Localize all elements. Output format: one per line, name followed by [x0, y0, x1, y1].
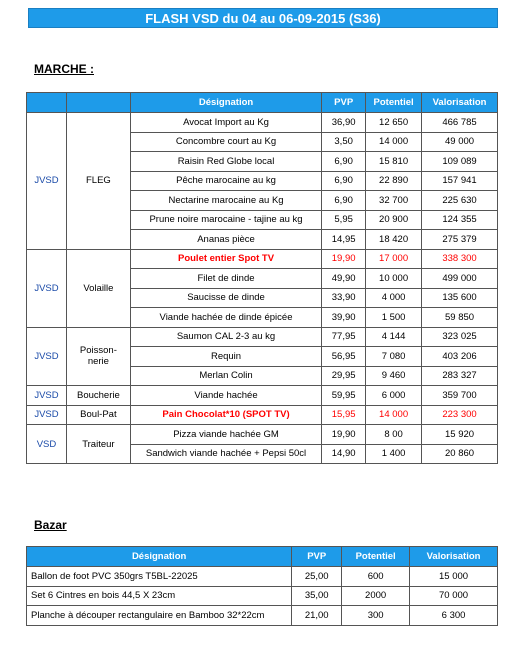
designation-cell: Pain Chocolat*10 (SPOT TV): [130, 405, 321, 425]
pvp-cell: 6,90: [322, 152, 366, 172]
valorisation-cell: 49 000: [422, 132, 498, 152]
valorisation-cell: 59 850: [422, 308, 498, 328]
bazar-table: [26, 546, 498, 626]
store-cell: JVSD: [27, 113, 67, 250]
designation-cell: Nectarine marocaine au Kg: [130, 191, 321, 211]
pvp-cell: 39,90: [322, 308, 366, 328]
potentiel-cell: 6 000: [366, 386, 422, 406]
page-title: FLASH VSD du 04 au 06-09-2015 (S36): [28, 8, 498, 28]
designation-cell: Ballon de foot PVC 350grs T5BL-22025: [27, 567, 292, 587]
pvp-cell: 56,95: [322, 347, 366, 367]
pvp-cell: 35,00: [292, 586, 342, 606]
potentiel-cell: 4 000: [366, 288, 422, 308]
designation-cell: Concombre court au Kg: [130, 132, 321, 152]
potentiel-cell: 2000: [342, 586, 410, 606]
potentiel-cell: 300: [342, 606, 410, 626]
marche-heading: MARCHE :: [34, 62, 94, 76]
marche-header-row: [27, 93, 498, 113]
table-row: [27, 567, 498, 587]
designation-cell: Viande hachée de dinde épicée: [130, 308, 321, 328]
potentiel-cell: 9 460: [366, 366, 422, 386]
potentiel-cell: 15 810: [366, 152, 422, 172]
designation-cell: Avocat Import au Kg: [130, 113, 321, 133]
potentiel-cell: 14 000: [366, 405, 422, 425]
pvp-cell: 6,90: [322, 171, 366, 191]
valorisation-cell: 124 355: [422, 210, 498, 230]
store-cell: JVSD: [27, 405, 67, 425]
table-row: [27, 113, 498, 133]
designation-cell: Poulet entier Spot TV: [130, 249, 321, 269]
potentiel-cell: 12 650: [366, 113, 422, 133]
pvp-cell: 21,00: [292, 606, 342, 626]
designation-cell: Merlan Colin: [130, 366, 321, 386]
table-row: [27, 405, 498, 425]
valorisation-cell: 338 300: [422, 249, 498, 269]
table-row: [27, 249, 498, 269]
pvp-cell: 19,90: [322, 425, 366, 445]
store-cell: JVSD: [27, 327, 67, 386]
category-cell: Poisson- nerie: [66, 327, 130, 386]
header-designation: Désignation: [27, 547, 292, 567]
valorisation-cell: 466 785: [422, 113, 498, 133]
pvp-cell: 33,90: [322, 288, 366, 308]
valorisation-cell: 275 379: [422, 230, 498, 250]
potentiel-cell: 14 000: [366, 132, 422, 152]
header-valorisation: Valorisation: [422, 93, 498, 113]
marche-body: [27, 113, 498, 464]
pvp-cell: 5,95: [322, 210, 366, 230]
potentiel-cell: 10 000: [366, 269, 422, 289]
category-cell: Volaille: [66, 249, 130, 327]
valorisation-cell: 223 300: [422, 405, 498, 425]
header-blank: [27, 93, 67, 113]
valorisation-cell: 6 300: [410, 606, 498, 626]
table-row: [27, 425, 498, 445]
designation-cell: Requin: [130, 347, 321, 367]
designation-cell: Ananas pièce: [130, 230, 321, 250]
designation-cell: Set 6 Cintres en bois 44,5 X 23cm: [27, 586, 292, 606]
category-cell: Traiteur: [66, 425, 130, 464]
valorisation-cell: 499 000: [422, 269, 498, 289]
pvp-cell: 36,90: [322, 113, 366, 133]
pvp-cell: 29,95: [322, 366, 366, 386]
pvp-cell: 19,90: [322, 249, 366, 269]
valorisation-cell: 403 206: [422, 347, 498, 367]
potentiel-cell: 600: [342, 567, 410, 587]
table-row: [27, 606, 498, 626]
pvp-cell: 14,95: [322, 230, 366, 250]
valorisation-cell: 225 630: [422, 191, 498, 211]
potentiel-cell: 4 144: [366, 327, 422, 347]
valorisation-cell: 15 920: [422, 425, 498, 445]
category-cell: Boucherie: [66, 386, 130, 406]
potentiel-cell: 20 900: [366, 210, 422, 230]
designation-cell: Filet de dinde: [130, 269, 321, 289]
potentiel-cell: 1 500: [366, 308, 422, 328]
valorisation-cell: 15 000: [410, 567, 498, 587]
potentiel-cell: 8 00: [366, 425, 422, 445]
potentiel-cell: 18 420: [366, 230, 422, 250]
designation-cell: Saumon CAL 2-3 au kg: [130, 327, 321, 347]
pvp-cell: 14,90: [322, 444, 366, 464]
pvp-cell: 25,00: [292, 567, 342, 587]
store-cell: VSD: [27, 425, 67, 464]
designation-cell: Prune noire marocaine - tajine au kg: [130, 210, 321, 230]
potentiel-cell: 7 080: [366, 347, 422, 367]
header-designation: Désignation: [130, 93, 321, 113]
bazar-body: [27, 567, 498, 626]
bazar-header-row: [27, 547, 498, 567]
valorisation-cell: 70 000: [410, 586, 498, 606]
designation-cell: Saucisse de dinde: [130, 288, 321, 308]
potentiel-cell: 22 890: [366, 171, 422, 191]
header-pvp: PVP: [322, 93, 366, 113]
valorisation-cell: 157 941: [422, 171, 498, 191]
potentiel-cell: 32 700: [366, 191, 422, 211]
pvp-cell: 49,90: [322, 269, 366, 289]
valorisation-cell: 359 700: [422, 386, 498, 406]
pvp-cell: 59,95: [322, 386, 366, 406]
table-row: [27, 586, 498, 606]
header-potentiel: Potentiel: [366, 93, 422, 113]
designation-cell: Raisin Red Globe local: [130, 152, 321, 172]
store-cell: JVSD: [27, 386, 67, 406]
header-potentiel: Potentiel: [342, 547, 410, 567]
table-row: [27, 327, 498, 347]
category-cell: FLEG: [66, 113, 130, 250]
pvp-cell: 77,95: [322, 327, 366, 347]
designation-cell: Planche à découper rectangulaire en Bamboo 32*22cm: [27, 606, 292, 626]
valorisation-cell: 20 860: [422, 444, 498, 464]
potentiel-cell: 1 400: [366, 444, 422, 464]
table-row: [27, 386, 498, 406]
valorisation-cell: 283 327: [422, 366, 498, 386]
valorisation-cell: 109 089: [422, 152, 498, 172]
pvp-cell: 15,95: [322, 405, 366, 425]
valorisation-cell: 135 600: [422, 288, 498, 308]
pvp-cell: 6,90: [322, 191, 366, 211]
valorisation-cell: 323 025: [422, 327, 498, 347]
designation-cell: Viande hachée: [130, 386, 321, 406]
designation-cell: Pêche marocaine au kg: [130, 171, 321, 191]
designation-cell: Sandwich viande hachée + Pepsi 50cl: [130, 444, 321, 464]
pvp-cell: 3,50: [322, 132, 366, 152]
marche-table: [26, 92, 498, 464]
header-pvp: PVP: [292, 547, 342, 567]
potentiel-cell: 17 000: [366, 249, 422, 269]
bazar-heading: Bazar: [34, 518, 67, 532]
designation-cell: Pizza viande hachée GM: [130, 425, 321, 445]
header-valorisation: Valorisation: [410, 547, 498, 567]
store-cell: JVSD: [27, 249, 67, 327]
category-cell: Boul-Pat: [66, 405, 130, 425]
header-blank: [66, 93, 130, 113]
